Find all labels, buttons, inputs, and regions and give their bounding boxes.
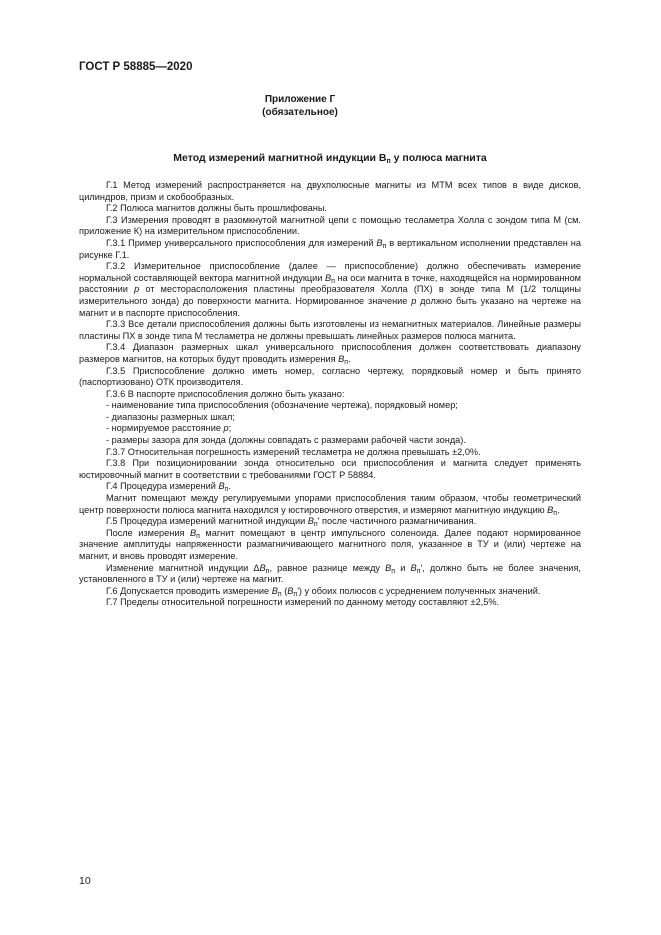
appendix-heading	[240, 93, 360, 119]
list-item: - диапазоны размерных шкал;	[106, 411, 235, 422]
paragraph-g3-6: Г.3.6 В паспорте приспособления должно быть указано:	[106, 388, 345, 399]
paragraph-g5: Г.5 Процедура измерений магнитной индукции $B_п'$ после частичного размагничивания.	[106, 516, 477, 529]
paragraph-g2: Г.2 Полюса магнитов должны быть прошлифованы.	[106, 203, 327, 214]
paragraph-g3-5: Г.3.5 Приспособление должно иметь номер, согласно чертежу, порядковый номер и быть принято (паспортизовано) ОТК производителя.	[79, 365, 581, 388]
paragraph-g3-8: Г.3.8 При позиционировании зонда относительно оси приспособления и магнита следует применять юстировочный магнит в соответствии с требованиями ГОСТ Р 58884.	[79, 458, 581, 480]
paragraph-g5-change: Изменение магнитной индукции $\Delta B_п$, равное разнице между $B_п$ и $B_п'$, должно быть не более значения, установленного в ТУ и (или) чертеже на магнит.	[79, 562, 581, 585]
paragraph-g3-2: Г.3.2 Измерительное приспособление (далее — приспособление) должно обеспечивать измерение нормальной составляющей вектора магнитной индукции $B_п$ на оси магнита в точке, находящейся на нормированном расстоянии p от месторасположения пластины преобразователя Холла (ПХ) в зонде типа М (1/2 толщины измерительного зонда) до поверхности магнита. Нормированное значение p должно быть указано на чертеже на магнит и в паспорте приспособления.	[79, 261, 582, 318]
paragraph-g5-body: После измерения $B_п$ магнит помещают в центр импульсного соленоида. Далее подают нормированное значение амплитуды напряженности размагничивающего магнитного поля, указанное в ТУ и (или) чертеже на магнит, и вновь проводят измерение.	[79, 527, 581, 561]
appendix-status: (обязательное)	[262, 107, 338, 118]
body-text	[79, 180, 581, 609]
appendix-name: Приложение Г	[264, 94, 336, 105]
list-item: - нормируемое расстояние p;	[106, 423, 232, 434]
document-header: ГОСТ Р 58885—2020	[79, 61, 193, 73]
list-item: - наименование типа приспособления (обозначение чертежа), порядковый номер;	[106, 400, 458, 411]
paragraph-g7: Г.7 Пределы относительной погрешности измерений по данному методу составляют ±2,5%.	[106, 597, 500, 608]
paragraph-g3-4: Г.3.4 Диапазон размерных шкал универсального приспособления должен соответствовать диапазону размеров магнитов, на которых будут проводить измерения $B_п$.	[79, 342, 581, 366]
paragraph-g3: Г.3 Измерения проводят в разомкнутой магнитной цепи с помощью тесламетра Холла с зондом типа М (см. приложение К) на измерительном приспособлении.	[79, 214, 581, 237]
list-item: - размеры зазора для зонда (должны совпадать с размерами рабочей части зонда).	[106, 435, 466, 446]
paragraph-g3-7: Г.3.7 Относительная погрешность измерений тесламетра не должна превышать ±2,0%.	[106, 446, 481, 457]
paragraph-g4: Г.4 Процедура измерений $B_п$.	[106, 481, 231, 494]
paragraph-g1: Г.1 Метод измерений распространяется на двухполюсные магниты из МТМ всех типов в виде дисков, цилиндров, призм и скобообразных.	[79, 180, 581, 202]
section-title: Метод измерений магнитной индукции $B_п$ у полюса магнита	[173, 152, 487, 165]
paragraph-g3-3: Г.3.3 Все детали приспособления должны быть изготовлены из немагнитных материалов. Линейные размеры пластины ПХ в зонде типа М тесламетра не должны превышать линейных размеров полюса магнита.	[79, 319, 581, 341]
page-number: 10	[79, 875, 91, 887]
paragraph-g6: Г.6 Допускается проводить измерение $B_п$ $(B_п')$ у обоих полюсов с усреднением полученных значений.	[106, 585, 541, 598]
paragraph-g4-body: Магнит помещают между регулируемыми упорами приспособления таким образом, чтобы геометрический центр поверхности полюса магнита находился у юстировочного отверстия, и измеряют магнитную индукцию $B_п$.	[79, 493, 581, 517]
paragraph-g3-1: Г.3.1 Пример универсального приспособления для измерений $B_п$ в вертикальном исполнении представлен на рисунке Г.1.	[79, 237, 581, 260]
